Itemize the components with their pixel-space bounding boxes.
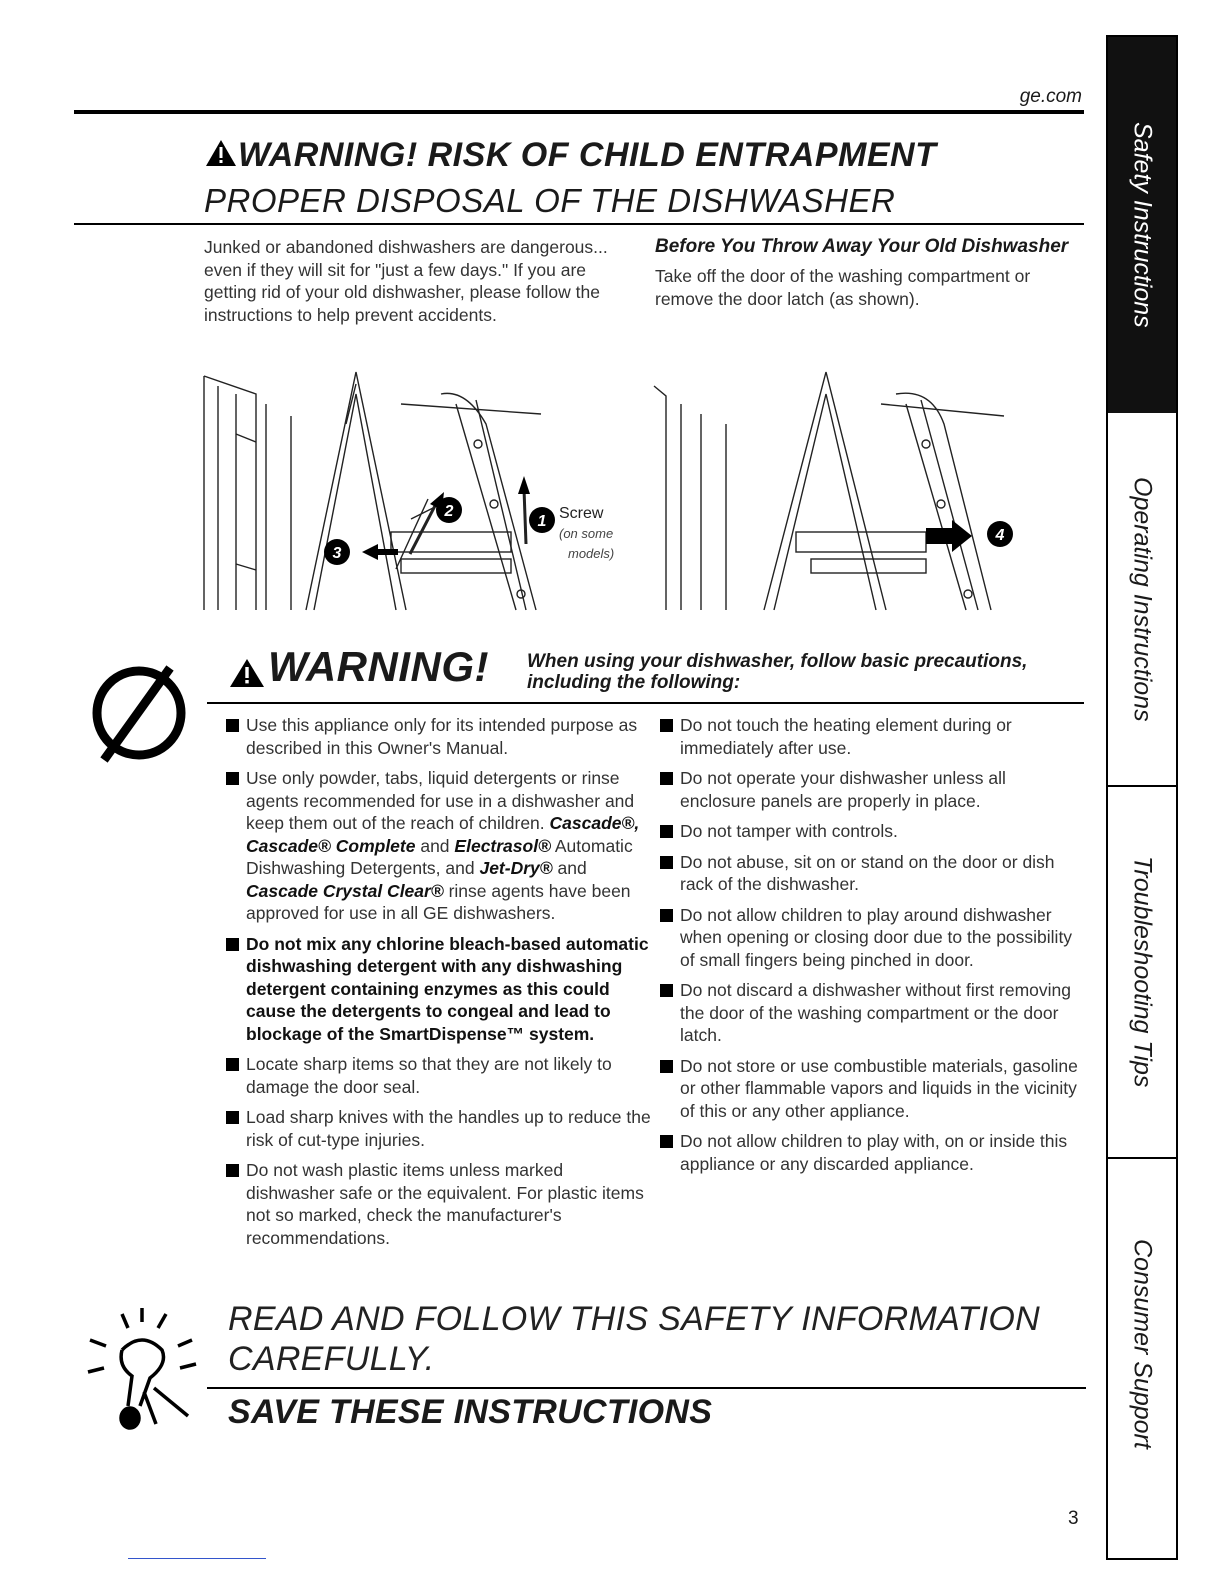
- caution-bulb-icon: [84, 1306, 214, 1436]
- top-rule: [74, 110, 1084, 114]
- warning-triangle-icon: [228, 657, 266, 689]
- link-underline: [128, 1558, 266, 1559]
- bullet-square-icon: [660, 1135, 673, 1148]
- save-instructions-heading: SAVE THESE INSTRUCTIONS: [228, 1393, 713, 1431]
- tab-consumer-support[interactable]: Consumer Support: [1128, 1239, 1157, 1449]
- before-text: Take off the door of the washing compartment or remove the door latch (as shown).: [655, 266, 1031, 309]
- list-item: Do not operate your dishwasher unless all enclosure panels are properly in place.: [660, 767, 1085, 812]
- bullet-square-icon: [660, 909, 673, 922]
- bullet-square-icon: [226, 719, 239, 732]
- list-item: Do not abuse, sit on or stand on the door or dish rack of the dishwasher.: [660, 851, 1085, 896]
- save-rule: [207, 1387, 1086, 1389]
- list-item-bold-warning: Do not mix any chlorine bleach-based automatic dishwashing detergent with any dishwashing detergent containing enzymes as this could cause the detergents to congeal and lead to blockage of the SmartDispense™ system.: [226, 933, 651, 1046]
- list-item: Do not allow children to play around dishwasher when opening or closing door due to the possibility of small fingers being pinched in door.: [660, 904, 1085, 972]
- door-removal-illustration: [196, 364, 1034, 614]
- read-follow-line-1: READ AND FOLLOW THIS SAFETY INFORMATION: [228, 1300, 1041, 1338]
- step-3-marker: 3: [332, 545, 342, 562]
- tab-safety-instructions[interactable]: Safety Instructions: [1108, 37, 1176, 413]
- step-2-marker: 2: [444, 503, 454, 520]
- dishwasher-left-drawing: [204, 372, 541, 610]
- before-heading: Before You Throw Away Your Old Dishwasher: [655, 236, 1069, 257]
- screw-note-1: (on some: [559, 526, 614, 541]
- precaution-intro: When using your dishwasher, follow basic precautions, including the following:: [527, 651, 1028, 693]
- warning-triangle-icon: [204, 138, 238, 168]
- entrapment-title: WARNING! RISK OF CHILD ENTRAPMENT: [238, 136, 937, 174]
- dishwasher-right-drawing: [654, 372, 1004, 610]
- screw-note-2: models): [568, 546, 615, 561]
- prohibited-icon: [84, 658, 194, 768]
- entrapment-subtitle: PROPER DISPOSAL OF THE DISHWASHER: [204, 182, 896, 219]
- entrapment-intro: Junked or abandoned dishwashers are dangerous... even if they will sit for "just a few days." If you are getting rid of your old dishwasher, please follow the instructions to help prevent accidents.: [204, 237, 608, 325]
- list-item: Do not touch the heating element during or immediately after use.: [660, 714, 1085, 759]
- bullet-square-icon: [226, 772, 239, 785]
- entrapment-heading: [204, 136, 936, 175]
- bullet-square-icon: [226, 1058, 239, 1071]
- list-item: Use this appliance only for its intended purpose as described in this Owner's Manual.: [226, 714, 651, 759]
- warning-rule: [207, 702, 1084, 704]
- screw-label: Screw: [559, 505, 604, 522]
- bullet-square-icon: [226, 938, 239, 951]
- read-follow-line-2: CAREFULLY.: [228, 1340, 435, 1378]
- bullet-square-icon: [660, 772, 673, 785]
- site-url: ge.com: [1019, 86, 1082, 107]
- bullet-square-icon: [660, 825, 673, 838]
- warning-title: WARNING!: [268, 643, 489, 690]
- bullet-square-icon: [660, 1060, 673, 1073]
- bullet-square-icon: [226, 1111, 239, 1124]
- bullet-square-icon: [660, 984, 673, 997]
- bullet-square-icon: [226, 1164, 239, 1177]
- tab-operating-instructions[interactable]: Operating Instructions: [1108, 413, 1176, 787]
- detergent-list-item: Use only powder, tabs, liquid detergents or rinse agents recommended for use in a dishwasher and keep them out of the reach of children. Cascade®, Cascade® Complete and Electrasol® Automatic Dishwashing Detergents, and Jet-Dry® and Cascade Crystal Clear® rinse agents have been approved for use in all GE dishwashers.: [226, 767, 651, 925]
- list-item: Do not store or use combustible materials, gasoline or other flammable vapors and liquids in the vicinity of this or any other appliance.: [660, 1055, 1085, 1123]
- page-number: 3: [1068, 1508, 1079, 1529]
- tab-troubleshooting-tips[interactable]: Troubleshooting Tips: [1108, 787, 1176, 1159]
- section-rule: [74, 223, 1084, 225]
- list-item: Do not wash plastic items unless marked dishwasher safe or the equivalent. For plastic items not so marked, check the manufacturer's recommendations.: [226, 1159, 651, 1249]
- list-item: Do not tamper with controls.: [660, 820, 1085, 843]
- list-item: Locate sharp items so that they are not likely to damage the door seal.: [226, 1053, 651, 1098]
- step-4-marker: 4: [995, 527, 1005, 544]
- list-item: Do not discard a dishwasher without first removing the door of the washing compartment or the door latch.: [660, 979, 1085, 1047]
- bullet-square-icon: [660, 856, 673, 869]
- section-tabs-sidebar: [1106, 35, 1178, 1560]
- list-item: Load sharp knives with the handles up to reduce the risk of cut-type injuries.: [226, 1106, 651, 1151]
- bullet-square-icon: [660, 719, 673, 732]
- precautions-left-column: [226, 714, 651, 1257]
- step-1-marker: 1: [537, 513, 547, 530]
- list-item: Do not allow children to play with, on or inside this appliance or any discarded appliance.: [660, 1130, 1085, 1175]
- step-markers: [324, 497, 1013, 565]
- precautions-right-column: [660, 714, 1085, 1183]
